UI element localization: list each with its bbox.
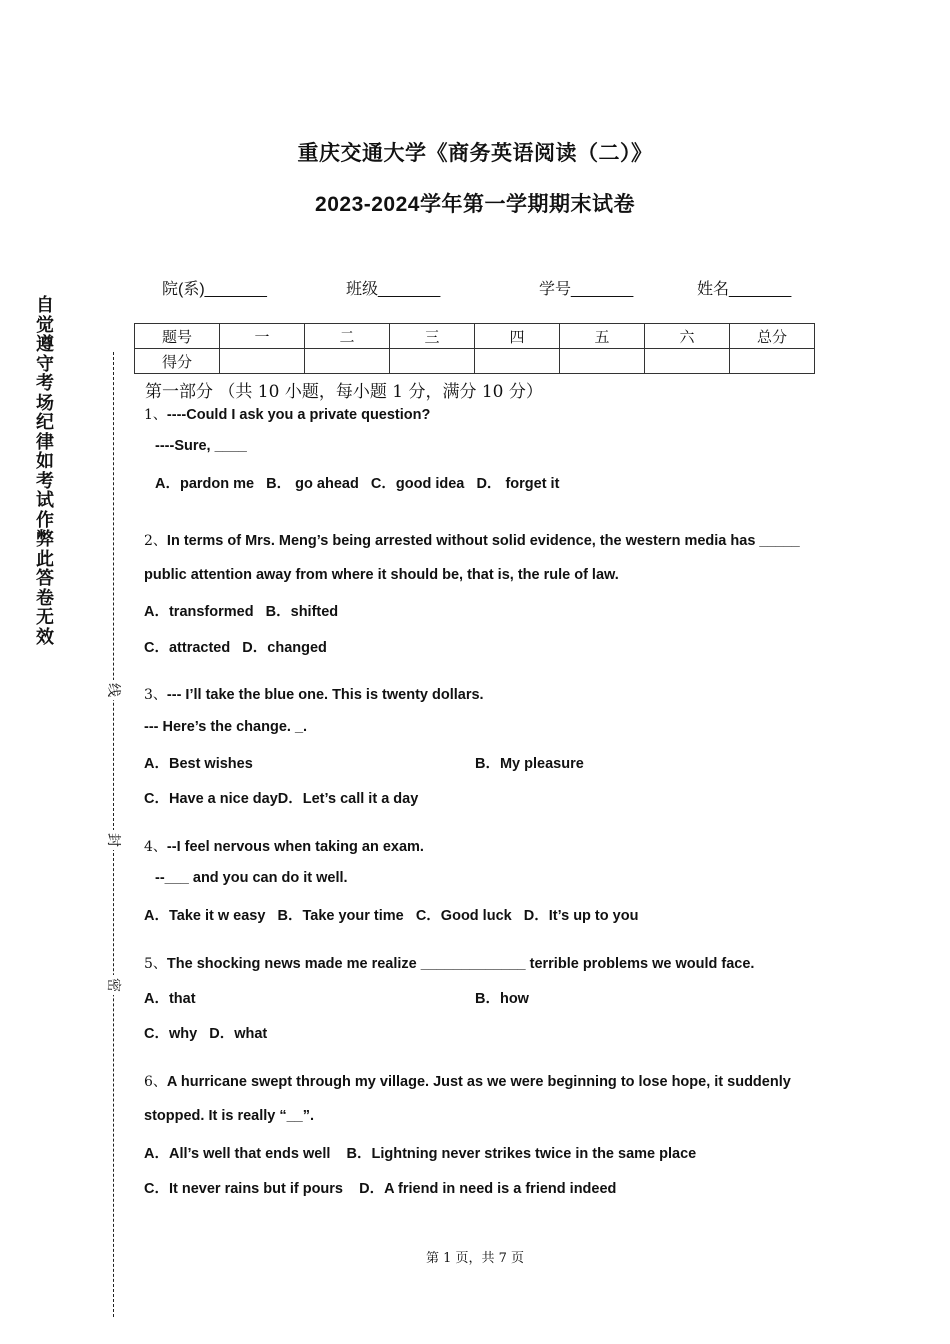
score-input-cell[interactable] bbox=[390, 349, 475, 374]
question-text: --I feel nervous when taking an exam. bbox=[166, 839, 424, 855]
question-6 bbox=[144, 1071, 791, 1091]
score-input-cell[interactable] bbox=[730, 349, 815, 374]
table-cell: 三 bbox=[390, 324, 475, 349]
score-input-cell[interactable] bbox=[305, 349, 390, 374]
table-cell: 四 bbox=[475, 324, 560, 349]
table-cell: 一 bbox=[220, 324, 305, 349]
table-cell: 题号 bbox=[135, 324, 220, 349]
question-text: The shocking news made me realize _____________ terrible problems we would face. bbox=[166, 956, 755, 972]
question-2 bbox=[144, 530, 800, 550]
question-4-line2: --___ and you can do it well. bbox=[155, 870, 348, 886]
college-field[interactable]: 院(系)_______ bbox=[162, 281, 267, 298]
question-number: 5、 bbox=[144, 956, 167, 972]
side-notice: 自觉遵守考场纪律如考试作弊此答卷无效 bbox=[36, 295, 54, 647]
exam-title-line2: 2023-2024学年第一学期期末试卷 bbox=[315, 193, 635, 216]
question-4-options[interactable]: A．Take it w easy B．Take your time C．Good luck D．It’s up to you bbox=[144, 908, 639, 924]
score-table-header-row bbox=[135, 324, 815, 349]
score-input-cell[interactable] bbox=[645, 349, 730, 374]
question-6-line2: stopped. It is really “__”. bbox=[144, 1108, 315, 1124]
question-number: 2、 bbox=[144, 533, 167, 549]
question-number: 6、 bbox=[144, 1074, 167, 1090]
question-1-line2: ----Sure, ____ bbox=[155, 438, 247, 454]
question-4 bbox=[144, 836, 424, 856]
question-6-options-cd[interactable]: C．It never rains but if pours D．A friend in need is a friend indeed bbox=[144, 1181, 617, 1197]
question-5 bbox=[144, 953, 754, 973]
table-cell: 得分 bbox=[135, 349, 220, 374]
binding-mark-feng: 封 bbox=[104, 830, 124, 850]
table-cell: 总分 bbox=[730, 324, 815, 349]
question-number: 1、 bbox=[144, 407, 167, 423]
table-cell: 六 bbox=[645, 324, 730, 349]
question-5-option-b[interactable]: B．how bbox=[475, 991, 529, 1007]
class-field[interactable]: 班级_______ bbox=[346, 281, 441, 298]
score-input-cell[interactable] bbox=[220, 349, 305, 374]
question-number: 4、 bbox=[144, 839, 167, 855]
score-table bbox=[134, 323, 815, 374]
binding-mark-xian: 线 bbox=[104, 680, 124, 700]
question-6-options-ab[interactable]: A．All’s well that ends well B．Lightning never strikes twice in the same place bbox=[144, 1146, 697, 1162]
question-1-options[interactable]: A．pardon me B． go ahead C．good idea D． forget it bbox=[155, 476, 560, 492]
question-text: In terms of Mrs. Meng’s being arrested without solid evidence, the western media has _____ bbox=[166, 533, 800, 549]
question-3-option-a[interactable]: A．Best wishes bbox=[144, 756, 253, 772]
question-2-line2: public attention away from where it should be, that is, the rule of law. bbox=[144, 567, 619, 583]
question-3-line2: --- Here’s the change. _. bbox=[144, 719, 308, 735]
score-input-cell[interactable] bbox=[560, 349, 645, 374]
question-text: A hurricane swept through my village. Just as we were beginning to lose hope, it suddenly bbox=[166, 1074, 791, 1090]
table-cell: 五 bbox=[560, 324, 645, 349]
section-title: 第一部分 （共 10 小题，每小题 1 分，满分 10 分） bbox=[145, 382, 543, 402]
question-text: --- I’ll take the blue one. This is twenty dollars. bbox=[166, 687, 484, 703]
binding-mark-mi: 密 bbox=[104, 975, 124, 995]
question-2-options-cd[interactable]: C．attracted D．changed bbox=[144, 640, 327, 656]
name-field[interactable]: 姓名_______ bbox=[697, 281, 792, 298]
question-3 bbox=[144, 684, 484, 704]
question-3-options-cd[interactable]: C．Have a nice dayD．Let’s call it a day bbox=[144, 791, 419, 807]
score-input-cell[interactable] bbox=[475, 349, 560, 374]
question-5-option-a[interactable]: A．that bbox=[144, 991, 196, 1007]
question-5-options-cd[interactable]: C．why D．what bbox=[144, 1026, 268, 1042]
table-cell: 二 bbox=[305, 324, 390, 349]
score-table-score-row bbox=[135, 349, 815, 374]
question-2-options-ab[interactable]: A．transformed B．shifted bbox=[144, 604, 339, 620]
question-number: 3、 bbox=[144, 687, 167, 703]
exam-title-line1: 重庆交通大学《商务英语阅读（二）》 bbox=[297, 142, 653, 165]
student-id-field[interactable]: 学号_______ bbox=[539, 281, 634, 298]
question-3-option-b[interactable]: B．My pleasure bbox=[475, 756, 584, 772]
page-number: 第 1 页，共 7 页 bbox=[425, 1251, 525, 1266]
question-text: ----Could I ask you a private question? bbox=[166, 407, 431, 423]
question-1 bbox=[144, 404, 430, 424]
